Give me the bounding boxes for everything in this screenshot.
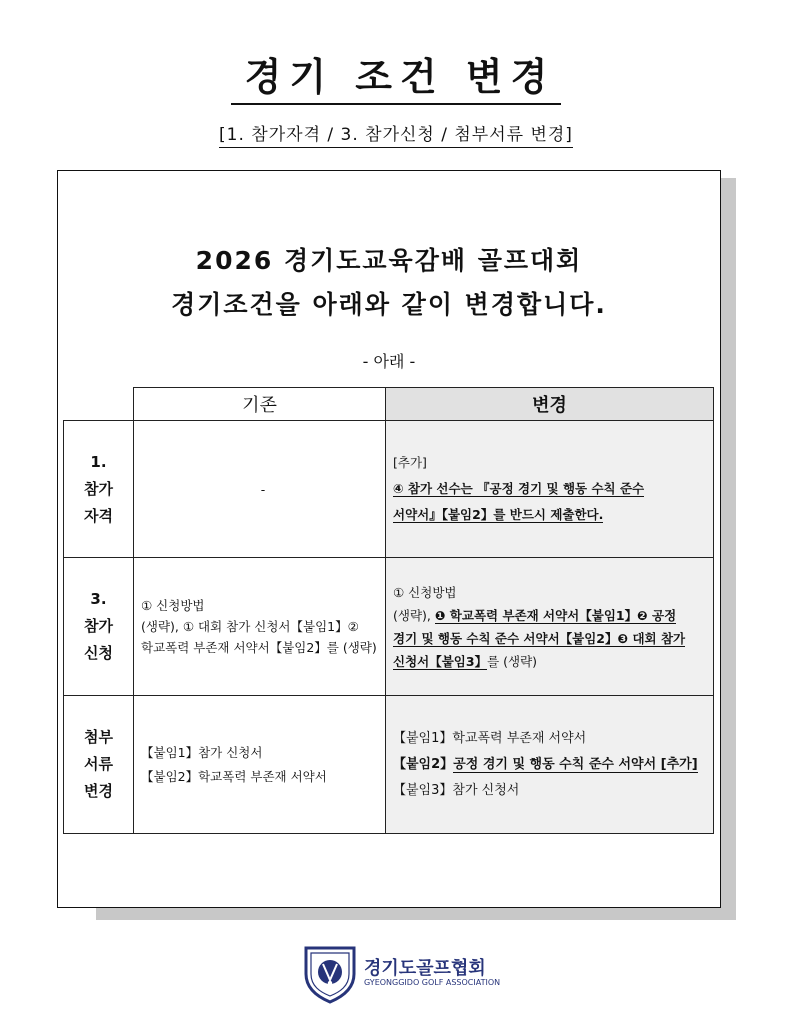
header-new: 변경 (386, 388, 714, 421)
row-label-application: 3. 참가 신청 (64, 558, 134, 696)
new-attachments: 【붙임1】학교폭력 부존재 서약서 【붙임2】공정 경기 및 행동 수칙 준수 서약서 [추가] 【붙임3】참가 신청서 (386, 696, 714, 834)
logo-name: 경기도골프협회 (364, 958, 486, 979)
heading-line2: 경기조건을 아래와 같이 변경합니다. (171, 290, 607, 319)
document-title: 경기 조건 변경 (0, 46, 792, 101)
logo-english: GYEONGGIDO GOLF ASSOCIATION (364, 978, 501, 987)
table-row (64, 421, 714, 558)
table-row (64, 696, 714, 834)
document-subtitle: [1. 참가자격 / 3. 참가신청 / 첨부서류 변경] (0, 120, 792, 145)
new-eligibility: [추가] ④ 참가 선수는 『공정 경기 및 행동 수칙 준수 서약서』【붙임2】를 반드시 제출한다. (386, 421, 714, 558)
row-label-eligibility: 1. 참가 자격 (64, 421, 134, 558)
golf-emblem-icon (302, 944, 358, 1004)
notice-label: - 아래 - (362, 352, 416, 371)
association-logo (302, 944, 502, 1004)
heading-line1: 2026 경기도교육감배 골프대회 (195, 246, 583, 275)
table-corner (64, 388, 134, 421)
row-label-attachments: 첨부 서류 변경 (64, 696, 134, 834)
new-application: ① 신청방법 (생략), ❶ 학교폭력 부존재 서약서【붙임1】❷ 공정 경기 및 행동 수칙 준수 서약서【붙임2】❸ 대회 참가 신청서【붙임3】를 (생략) (386, 558, 714, 696)
old-eligibility: - (134, 421, 386, 558)
old-attachments: 【붙임1】참가 신청서 【붙임2】학교폭력 부존재 서약서 (134, 696, 386, 834)
table-header-row (64, 388, 714, 421)
table-row (64, 558, 714, 696)
old-application: ① 신청방법 (생략), ① 대회 참가 신청서【붙임1】② 학교폭력 부존재 서약서【붙임2】를 (생략) (134, 558, 386, 696)
header-old: 기존 (134, 388, 386, 421)
notice-box (57, 170, 721, 908)
change-table (63, 387, 714, 834)
